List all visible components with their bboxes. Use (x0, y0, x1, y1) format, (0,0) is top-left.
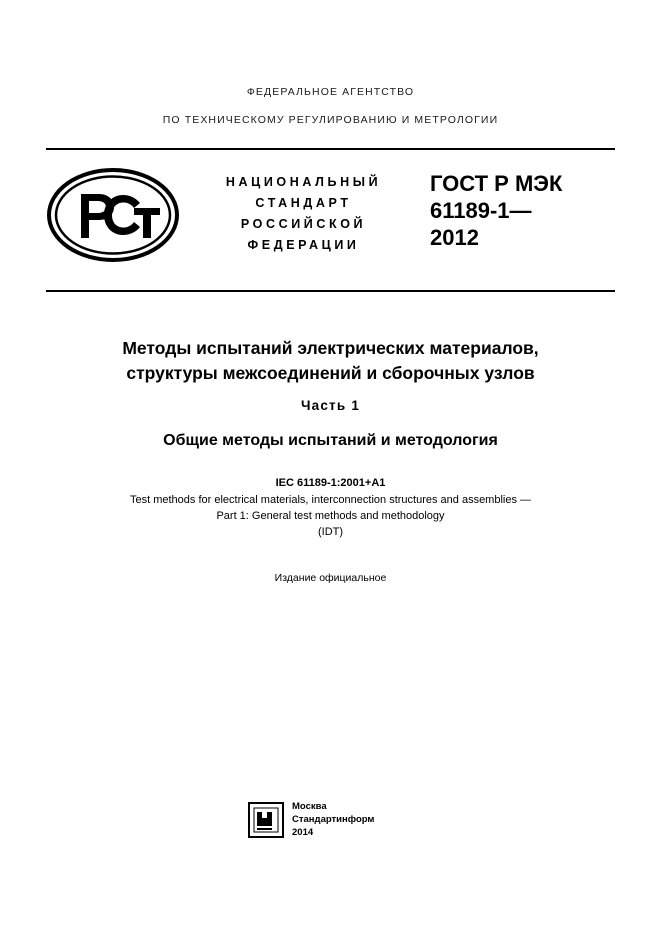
standartinform-logo-icon (248, 802, 284, 838)
page-title-line-1: Методы испытаний электрических материалов, (122, 338, 539, 358)
publisher-city: Москва (292, 801, 327, 812)
part-label: Часть 1 (300, 398, 361, 413)
standard-label-line-3: РОССИЙСКОЙ (240, 217, 367, 231)
iec-title-en-line-1: Test methods for electrical materials, interconnection structures and assemblies — (129, 494, 532, 506)
designation-line-2: 61189-1— (430, 198, 532, 223)
publisher-year: 2014 (292, 827, 314, 838)
designation-line-1: ГОСТ Р МЭК (430, 171, 563, 196)
iec-equivalence: (IDT) (317, 526, 344, 538)
official-edition-note: Издание официальное (274, 572, 387, 584)
agency-line-2: ПО ТЕХНИЧЕСКОМУ РЕГУЛИРОВАНИЮ И МЕТРОЛОГИИ (162, 114, 499, 126)
page-title-line-2: структуры межсоединений и сборочных узлов (126, 363, 535, 383)
iec-title-en-line-2: Part 1: General test methods and methodology (216, 510, 445, 522)
divider-top (46, 148, 615, 150)
agency-header (0, 86, 661, 126)
publisher-name: Стандартинформ (292, 814, 375, 825)
page-title (46, 336, 615, 386)
standard-designation (430, 170, 620, 251)
standard-label-line-2: СТАНДАРТ (255, 196, 352, 210)
iec-reference-block (46, 475, 615, 541)
gost-r-emblem-icon (46, 168, 181, 263)
standard-label-line-4: ФЕДЕРАЦИИ (247, 238, 360, 252)
agency-line-1: ФЕДЕРАЛЬНОЕ АГЕНТСТВО (246, 86, 415, 98)
publisher-text (292, 800, 422, 839)
page-subtitle: Общие методы испытаний и методология (163, 432, 498, 449)
standard-label (196, 172, 411, 256)
designation-line-3: 2012 (430, 225, 479, 250)
divider-middle (46, 290, 615, 292)
publisher-block (248, 800, 428, 856)
standard-label-line-1: НАЦИОНАЛЬНЫЙ (225, 175, 382, 189)
iec-reference: IEC 61189-1:2001+A1 (275, 477, 386, 489)
